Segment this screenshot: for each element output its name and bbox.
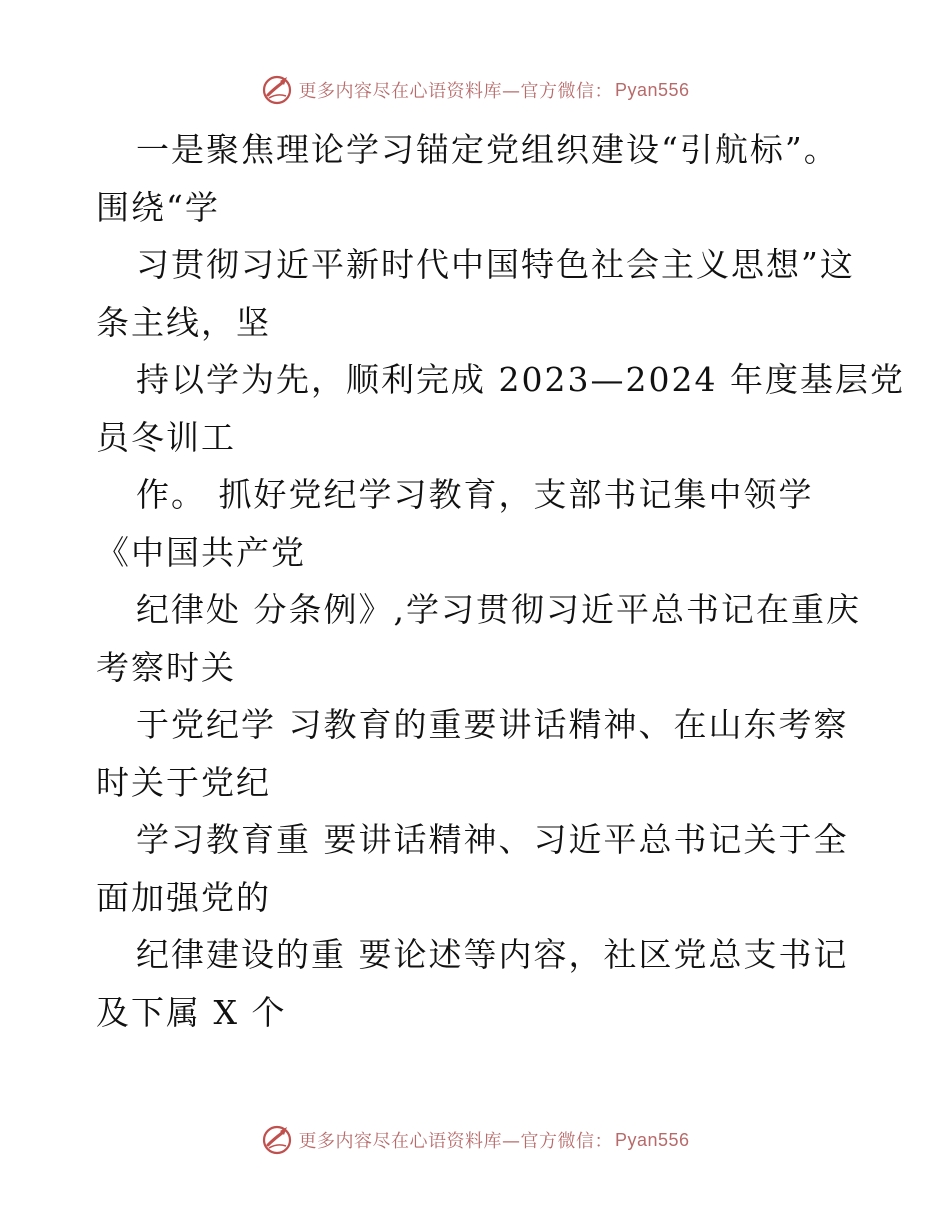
paragraph-line: 一是聚焦理论学习锚定党组织建设“引航标”。 <box>136 130 839 169</box>
book-pen-logo-icon <box>260 73 294 107</box>
paragraph-line: 围绕“学 <box>96 187 220 227</box>
watermark-text: 更多内容尽在心语资料库—官方微信： <box>298 1131 613 1152</box>
book-pen-logo-icon <box>260 1123 294 1157</box>
paragraph-line: 《中国共产党 <box>96 532 306 572</box>
document-body <box>96 121 905 1041</box>
watermark-text: 更多内容尽在心语资料库—官方微信： <box>298 81 613 102</box>
paragraph-line: 员冬训工 <box>96 417 236 457</box>
footer-watermark <box>0 1120 950 1160</box>
paragraph-line: 学习教育重 要讲话精神、习近平总书记关于全 <box>136 820 849 859</box>
paragraph-line: 考察时关 <box>96 647 236 687</box>
paragraph-line: 于党纪学 习教育的重要讲话精神、在山东考察 <box>136 705 849 744</box>
watermark-wechat-id: Pyan556 <box>614 79 690 100</box>
header-watermark <box>0 70 950 110</box>
watermark-wechat-id: Pyan556 <box>614 1129 690 1150</box>
paragraph-line: 及下属 X 个 <box>96 992 287 1032</box>
paragraph-line: 作。 抓好党纪学习教育，支部书记集中领学 <box>136 475 814 514</box>
paragraph-line: 纪律处 分条例》,学习贯彻习近平总书记在重庆 <box>136 590 861 629</box>
paragraph-line: 习贯彻习近平新时代中国特色社会主义思想”这 <box>136 245 855 284</box>
paragraph-line: 纪律建设的重 要论述等内容，社区党总支书记 <box>136 935 849 974</box>
paragraph-line: 持以学为先，顺利完成 2023—2024 年度基层党 <box>136 360 905 399</box>
paragraph-line: 时关于党纪 <box>96 762 271 802</box>
paragraph-line: 面加强党的 <box>96 877 271 917</box>
paragraph-line: 条主线，坚 <box>96 302 271 342</box>
